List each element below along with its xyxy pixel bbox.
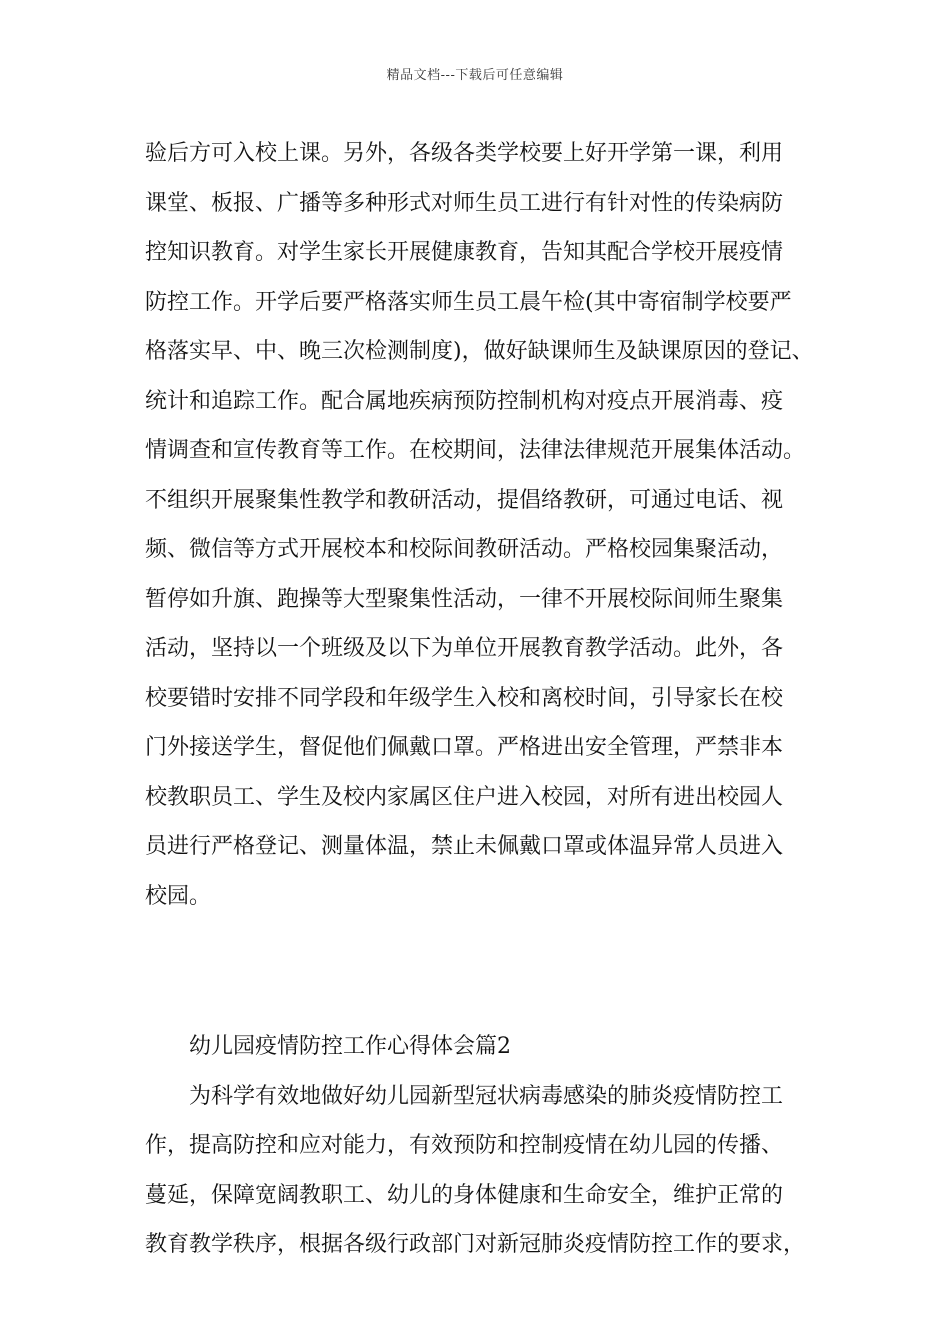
page-header: 精品文档---下载后可任意编辑 [386, 68, 564, 83]
text-line: 为科学有效地做好幼儿园新型冠状病毒感染的肺炎疫情防控工 [189, 1083, 784, 1109]
text-line: 校要错时安排不同学段和年级学生入校和离校时间，引导家长在校 [145, 685, 784, 711]
text-line: 格落实早、中、晚三次检测制度)，做好缺课师生及缺课原因的登记、 [145, 339, 814, 364]
text-line: 作，提高防控和应对能力，有效预防和控制疫情在幼儿园的传播、 [145, 1133, 784, 1158]
text-line: 蔓延，保障宽阔教职工、幼儿的身体健康和生命安全，维护正常的 [145, 1182, 784, 1208]
text-line: 活动，坚持以一个班级及以下为单位开展教育教学活动。此外，各 [145, 636, 784, 661]
text-line: 校园。 [145, 883, 212, 909]
text-line: 教育教学秩序，根据各级行政部门对新冠肺炎疫情防控工作的要求， [145, 1232, 806, 1257]
text-line: 统计和追踪工作。配合属地疾病预防控制机构对疫点开展消毒、疫 [145, 388, 784, 414]
text-line: 防控工作。开学后要严格落实师生员工晨午检(其中寄宿制学校要严 [145, 289, 792, 315]
text-line: 验后方可入校上课。另外，各级各类学校要上好开学第一课，利用 [145, 141, 784, 166]
text-line: 控知识教育。对学生家长开展健康教育，告知其配合学校开展疫情 [145, 240, 784, 265]
text-line: 门外接送学生，督促他们佩戴口罩。严格进出安全管理，严禁非本 [145, 735, 784, 760]
text-line: 频、微信等方式开展校本和校际间教研活动。严格校园集聚活动， [145, 537, 784, 562]
section-heading: 幼儿园疫情防控工作心得体会篇2 [189, 1034, 511, 1059]
text-line: 暂停如升旗、跑操等大型聚集性活动，一律不开展校际间师生聚集 [145, 586, 784, 612]
text-line: 校教职员工、学生及校内家属区住户进入校园，对所有进出校园人 [145, 784, 784, 810]
text-line: 不组织开展聚集性教学和教研活动，提倡络教研，可通过电话、视 [145, 487, 784, 513]
text-line: 情调查和宣传教育等工作。在校期间，法律法律规范开展集体活动。 [145, 438, 806, 463]
text-line: 课堂、板报、广播等多种形式对师生员工进行有针对性的传染病防 [145, 190, 784, 216]
text-line: 员进行严格登记、测量体温，禁止未佩戴口罩或体温异常人员进入 [145, 834, 784, 859]
section-2 [145, 1022, 835, 1270]
paragraph-continued [145, 129, 835, 921]
